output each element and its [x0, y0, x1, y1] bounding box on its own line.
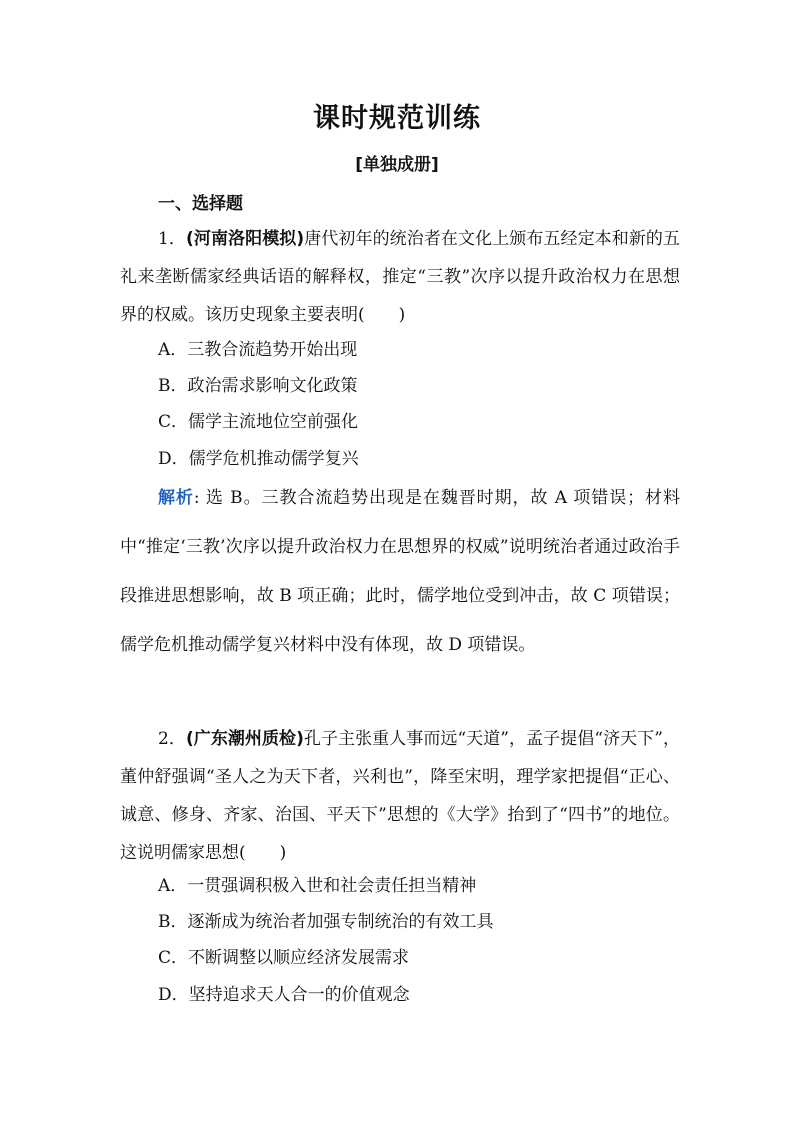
- question-2-option-b: B．逐渐成为统治者加强专制统治的有效工具: [158, 912, 494, 932]
- question-1-option-b: B．政治需求影响文化政策: [158, 376, 358, 396]
- analysis-text: : 选 B。三教合流趋势出现是在魏晋时期，故 A 项错误；材料中“推定‘三教’次序以提升政治权力在思想界的权威”说明统治者通过政治手段推进思想影响，故 B 项正确；此时，儒学地位受到冲击，故 C 项错误；儒学危机推动儒学复兴材料中没有体现，故 D 项错误。: [120, 488, 680, 655]
- question-1-analysis: [120, 474, 680, 670]
- question-1-number: 1．: [158, 229, 186, 249]
- question-2-number: 2．: [158, 729, 186, 749]
- page-title: 课时规范训练: [313, 103, 481, 134]
- question-2-option-d: D．坚持追求天人合一的价值观念: [158, 985, 410, 1005]
- question-2-option-c: C．不断调整以顺应经济发展需求: [158, 948, 410, 968]
- section-heading: 一、选择题: [158, 194, 243, 214]
- question-2-stem: [120, 720, 680, 872]
- question-1-option-d: D．儒学危机推动儒学复兴: [158, 449, 359, 469]
- question-2-source: (广东潮州质检): [185, 729, 304, 749]
- question-2-text: 孔子主张重人事而远“天道”，孟子提倡“济天下”，董仲舒强调“圣人之为天下者，兴利也”，降至宋明，理学家把提倡“正心、诚意、修身、齐家、治国、平天下”思想的《大学》抬到了“四书”的地位。这说明儒家思想( ): [120, 729, 680, 863]
- question-1-stem: [120, 220, 680, 334]
- page-subtitle: [单独成册]: [355, 155, 439, 175]
- question-1-option-c: C．儒学主流地位空前强化: [158, 412, 359, 432]
- question-1-source: (河南洛阳模拟): [186, 229, 305, 249]
- question-1-option-a: A．三教合流趋势开始出现: [158, 340, 358, 360]
- analysis-label: 解析: [158, 488, 194, 508]
- question-1-text: 唐代初年的统治者在文化上颁布五经定本和新的五礼来垄断儒家经典话语的解释权，推定“三教”次序以提升政治权力在思想界的权威。该历史现象主要表明( ): [120, 229, 681, 325]
- question-2-option-a: A．一贯强调积极入世和社会责任担当精神: [158, 876, 477, 896]
